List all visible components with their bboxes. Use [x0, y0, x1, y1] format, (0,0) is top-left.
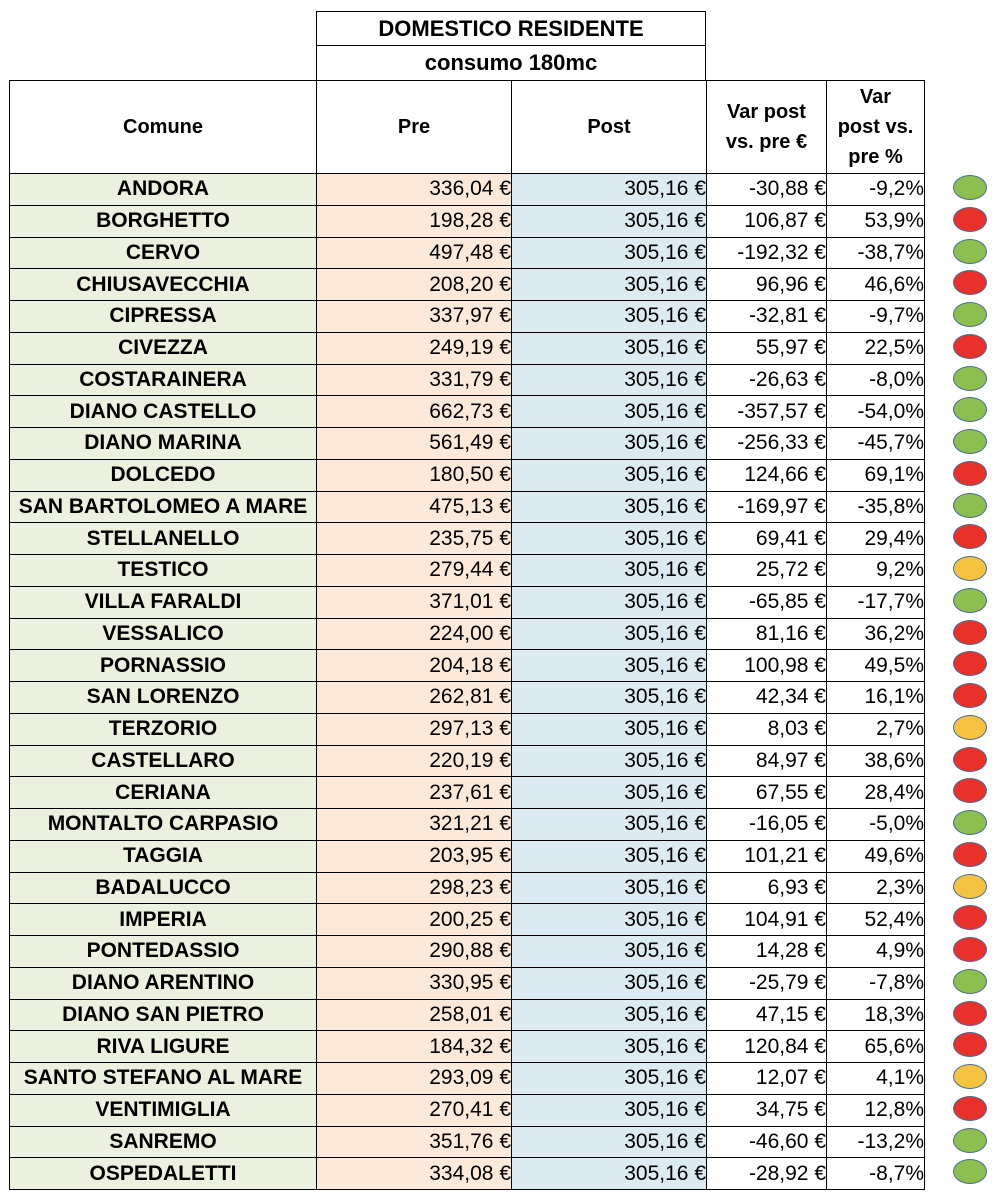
table-row — [10, 650, 925, 682]
status-dot-yellow — [953, 715, 987, 740]
cell-var-eur: 120,84 € — [707, 1031, 827, 1063]
cell-var-eur: -256,33 € — [707, 428, 827, 460]
status-dot-green — [953, 588, 987, 613]
cell-var-pct: 9,2% — [827, 555, 925, 587]
cell-comune: BADALUCCO — [10, 872, 317, 904]
cell-var-pct: 38,6% — [827, 745, 925, 777]
cell-var-eur: 8,03 € — [707, 713, 827, 745]
cell-pre: 224,00 € — [317, 618, 512, 650]
cell-pre: 297,13 € — [317, 713, 512, 745]
cell-post: 305,16 € — [512, 237, 707, 269]
cell-var-pct: 28,4% — [827, 777, 925, 809]
cell-var-eur: -357,57 € — [707, 396, 827, 428]
cell-var-eur: -28,92 € — [707, 1158, 827, 1190]
cell-var-eur: -169,97 € — [707, 491, 827, 523]
status-dot-red — [953, 270, 987, 295]
cell-var-eur: 106,87 € — [707, 205, 827, 237]
cell-post: 305,16 € — [512, 713, 707, 745]
cell-pre: 561,49 € — [317, 428, 512, 460]
cell-var-eur: 14,28 € — [707, 936, 827, 968]
cell-comune: PORNASSIO — [10, 650, 317, 682]
col-header-var-eur — [707, 81, 827, 174]
cell-comune: CERVO — [10, 237, 317, 269]
cell-post: 305,16 € — [512, 967, 707, 999]
col-header-var-eur-line1: Var post — [727, 101, 806, 123]
col-header-var-pct — [827, 81, 925, 174]
cell-post: 305,16 € — [512, 872, 707, 904]
cell-post: 305,16 € — [512, 586, 707, 618]
cell-post: 305,16 € — [512, 269, 707, 301]
cell-comune: VESSALICO — [10, 618, 317, 650]
cell-pre: 258,01 € — [317, 999, 512, 1031]
col-header-pre: Pre — [317, 81, 512, 174]
status-dot-red — [953, 334, 987, 359]
cell-var-pct: 2,7% — [827, 713, 925, 745]
table-row — [10, 999, 925, 1031]
cell-comune: TAGGIA — [10, 840, 317, 872]
table-row — [10, 205, 925, 237]
status-dot-green — [953, 493, 987, 518]
status-dot-green — [953, 239, 987, 264]
cell-var-pct: 22,5% — [827, 332, 925, 364]
table-row — [10, 904, 925, 936]
cell-pre: 235,75 € — [317, 523, 512, 555]
cell-post: 305,16 € — [512, 650, 707, 682]
cell-var-eur: 124,66 € — [707, 459, 827, 491]
cell-var-eur: -25,79 € — [707, 967, 827, 999]
cell-comune: SANREMO — [10, 1126, 317, 1158]
status-dot-yellow — [953, 874, 987, 899]
cell-var-eur: 25,72 € — [707, 555, 827, 587]
cell-post: 305,16 € — [512, 1063, 707, 1095]
cell-comune: VILLA FARALDI — [10, 586, 317, 618]
cell-comune: IMPERIA — [10, 904, 317, 936]
table-row — [10, 174, 925, 206]
cell-pre: 262,81 € — [317, 682, 512, 714]
cell-var-pct: 53,9% — [827, 205, 925, 237]
table-row — [10, 396, 925, 428]
cell-var-pct: 4,9% — [827, 936, 925, 968]
cell-post: 305,16 € — [512, 1031, 707, 1063]
cell-var-eur: -65,85 € — [707, 586, 827, 618]
cell-pre: 290,88 € — [317, 936, 512, 968]
cell-var-pct: 52,4% — [827, 904, 925, 936]
cell-comune: OSPEDALETTI — [10, 1158, 317, 1190]
status-dot-green — [953, 1159, 987, 1184]
table-row — [10, 936, 925, 968]
cell-var-eur: 42,34 € — [707, 682, 827, 714]
cell-pre: 279,44 € — [317, 555, 512, 587]
cell-comune: TESTICO — [10, 555, 317, 587]
cell-comune: ANDORA — [10, 174, 317, 206]
cell-post: 305,16 € — [512, 459, 707, 491]
cell-post: 305,16 € — [512, 205, 707, 237]
cell-comune: DOLCEDO — [10, 459, 317, 491]
cell-var-pct: -9,2% — [827, 174, 925, 206]
table-subtitle: consumo 180mc — [316, 45, 706, 81]
status-dot-red — [953, 1001, 987, 1026]
cell-post: 305,16 € — [512, 1126, 707, 1158]
cell-comune: STELLANELLO — [10, 523, 317, 555]
cell-comune: SAN LORENZO — [10, 682, 317, 714]
cell-pre: 330,95 € — [317, 967, 512, 999]
cell-var-eur: 55,97 € — [707, 332, 827, 364]
table-row — [10, 1031, 925, 1063]
cell-var-pct: 65,6% — [827, 1031, 925, 1063]
cell-pre: 180,50 € — [317, 459, 512, 491]
table-row — [10, 618, 925, 650]
cell-var-eur: 81,16 € — [707, 618, 827, 650]
cell-var-pct: -45,7% — [827, 428, 925, 460]
table-row — [10, 332, 925, 364]
cell-pre: 184,32 € — [317, 1031, 512, 1063]
status-dot-green — [953, 429, 987, 454]
cell-var-pct: 49,5% — [827, 650, 925, 682]
cell-pre: 293,09 € — [317, 1063, 512, 1095]
table-row — [10, 523, 925, 555]
cell-pre: 331,79 € — [317, 364, 512, 396]
cell-var-pct: -38,7% — [827, 237, 925, 269]
cell-comune: CERIANA — [10, 777, 317, 809]
cell-pre: 475,13 € — [317, 491, 512, 523]
cell-post: 305,16 € — [512, 396, 707, 428]
table-row — [10, 1158, 925, 1190]
cell-pre: 270,41 € — [317, 1094, 512, 1126]
cell-comune: CIVEZZA — [10, 332, 317, 364]
col-header-post: Post — [512, 81, 707, 174]
status-dot-green — [953, 1128, 987, 1153]
table-row — [10, 713, 925, 745]
cell-post: 305,16 € — [512, 332, 707, 364]
cell-pre: 351,76 € — [317, 1126, 512, 1158]
cell-var-eur: -32,81 € — [707, 301, 827, 333]
cell-post: 305,16 € — [512, 1158, 707, 1190]
status-dot-red — [953, 747, 987, 772]
cell-pre: 334,08 € — [317, 1158, 512, 1190]
cell-comune: DIANO MARINA — [10, 428, 317, 460]
table-row — [10, 872, 925, 904]
table-row — [10, 840, 925, 872]
cell-var-eur: 47,15 € — [707, 999, 827, 1031]
cell-post: 305,16 € — [512, 936, 707, 968]
cell-var-pct: 12,8% — [827, 1094, 925, 1126]
cell-var-eur: 104,91 € — [707, 904, 827, 936]
status-dot-yellow — [953, 556, 987, 581]
table-row — [10, 586, 925, 618]
cell-comune: CASTELLARO — [10, 745, 317, 777]
cell-pre: 298,23 € — [317, 872, 512, 904]
table-row — [10, 777, 925, 809]
table-row — [10, 1126, 925, 1158]
cell-post: 305,16 € — [512, 618, 707, 650]
cell-var-eur: 100,98 € — [707, 650, 827, 682]
status-dot-green — [953, 366, 987, 391]
cell-comune: COSTARAINERA — [10, 364, 317, 396]
cell-var-eur: -192,32 € — [707, 237, 827, 269]
cell-comune: RIVA LIGURE — [10, 1031, 317, 1063]
cell-var-pct: 29,4% — [827, 523, 925, 555]
cell-pre: 220,19 € — [317, 745, 512, 777]
cell-pre: 237,61 € — [317, 777, 512, 809]
cell-var-eur: 12,07 € — [707, 1063, 827, 1095]
cell-comune: CIPRESSA — [10, 301, 317, 333]
cell-comune: SANTO STEFANO AL MARE — [10, 1063, 317, 1095]
header-row — [10, 81, 925, 174]
status-dot-yellow — [953, 1064, 987, 1089]
table-row — [10, 428, 925, 460]
cell-var-pct: 46,6% — [827, 269, 925, 301]
cell-var-pct: 2,3% — [827, 872, 925, 904]
cell-comune: SAN BARTOLOMEO A MARE — [10, 491, 317, 523]
table-row — [10, 555, 925, 587]
cell-var-pct: -13,2% — [827, 1126, 925, 1158]
cell-post: 305,16 € — [512, 1094, 707, 1126]
cell-var-pct: -54,0% — [827, 396, 925, 428]
cell-var-pct: -8,7% — [827, 1158, 925, 1190]
table-row — [10, 301, 925, 333]
cell-pre: 371,01 € — [317, 586, 512, 618]
col-header-var-eur-line2: vs. pre € — [725, 131, 808, 153]
cell-post: 305,16 € — [512, 523, 707, 555]
cell-pre: 249,19 € — [317, 332, 512, 364]
status-dot-red — [953, 461, 987, 486]
status-dot-red — [953, 905, 987, 930]
status-dot-red — [953, 651, 987, 676]
cell-post: 305,16 € — [512, 809, 707, 841]
status-dot-red — [953, 842, 987, 867]
cell-var-pct: 18,3% — [827, 999, 925, 1031]
cell-var-eur: 67,55 € — [707, 777, 827, 809]
table-row — [10, 745, 925, 777]
cell-post: 305,16 € — [512, 745, 707, 777]
cell-var-eur: 101,21 € — [707, 840, 827, 872]
status-dot-red — [953, 524, 987, 549]
cell-pre: 198,28 € — [317, 205, 512, 237]
cell-var-pct: 69,1% — [827, 459, 925, 491]
col-header-var-pct-line1: Var — [859, 86, 892, 108]
cell-comune: BORGHETTO — [10, 205, 317, 237]
cell-comune: MONTALTO CARPASIO — [10, 809, 317, 841]
cell-comune: PONTEDASSIO — [10, 936, 317, 968]
cell-var-pct: 4,1% — [827, 1063, 925, 1095]
cell-post: 305,16 € — [512, 428, 707, 460]
status-dot-green — [953, 175, 987, 200]
cell-post: 305,16 € — [512, 491, 707, 523]
status-dot-green — [953, 397, 987, 422]
cell-var-eur: -26,63 € — [707, 364, 827, 396]
cell-pre: 497,48 € — [317, 237, 512, 269]
cell-var-eur: -46,60 € — [707, 1126, 827, 1158]
cell-post: 305,16 € — [512, 999, 707, 1031]
table-title: DOMESTICO RESIDENTE — [316, 11, 706, 46]
table-row — [10, 1063, 925, 1095]
cell-pre: 208,20 € — [317, 269, 512, 301]
cell-post: 305,16 € — [512, 555, 707, 587]
cell-var-pct: 16,1% — [827, 682, 925, 714]
table-row — [10, 682, 925, 714]
cell-var-pct: 36,2% — [827, 618, 925, 650]
tariff-table — [9, 80, 925, 1190]
cell-var-pct: -17,7% — [827, 586, 925, 618]
cell-var-pct: -35,8% — [827, 491, 925, 523]
cell-pre: 337,97 € — [317, 301, 512, 333]
cell-var-eur: 6,93 € — [707, 872, 827, 904]
table-row — [10, 459, 925, 491]
cell-var-eur: 34,75 € — [707, 1094, 827, 1126]
cell-comune: CHIUSAVECCHIA — [10, 269, 317, 301]
table-row — [10, 269, 925, 301]
cell-pre: 662,73 € — [317, 396, 512, 428]
cell-pre: 336,04 € — [317, 174, 512, 206]
status-dot-red — [953, 1096, 987, 1121]
status-dot-red — [953, 937, 987, 962]
cell-comune: DIANO SAN PIETRO — [10, 999, 317, 1031]
status-dot-red — [953, 207, 987, 232]
table-row — [10, 364, 925, 396]
cell-post: 305,16 € — [512, 174, 707, 206]
status-dot-green — [953, 969, 987, 994]
cell-var-eur: 96,96 € — [707, 269, 827, 301]
col-header-comune: Comune — [10, 81, 317, 174]
cell-var-pct: -9,7% — [827, 301, 925, 333]
cell-post: 305,16 € — [512, 840, 707, 872]
table-row — [10, 1094, 925, 1126]
table-row — [10, 491, 925, 523]
cell-pre: 200,25 € — [317, 904, 512, 936]
status-dot-red — [953, 778, 987, 803]
cell-pre: 321,21 € — [317, 809, 512, 841]
cell-var-eur: 69,41 € — [707, 523, 827, 555]
cell-post: 305,16 € — [512, 364, 707, 396]
cell-var-eur: -16,05 € — [707, 809, 827, 841]
cell-comune: DIANO CASTELLO — [10, 396, 317, 428]
col-header-var-pct-line3: pre % — [848, 146, 903, 168]
cell-var-pct: -7,8% — [827, 967, 925, 999]
cell-post: 305,16 € — [512, 301, 707, 333]
cell-post: 305,16 € — [512, 904, 707, 936]
cell-pre: 203,95 € — [317, 840, 512, 872]
table-row — [10, 237, 925, 269]
cell-post: 305,16 € — [512, 777, 707, 809]
status-dot-red — [953, 1032, 987, 1057]
status-dot-green — [953, 810, 987, 835]
cell-var-eur: 84,97 € — [707, 745, 827, 777]
cell-comune: TERZORIO — [10, 713, 317, 745]
col-header-var-pct-line2: post vs. — [837, 116, 914, 138]
cell-comune: VENTIMIGLIA — [10, 1094, 317, 1126]
status-dot-green — [953, 302, 987, 327]
table-row — [10, 967, 925, 999]
cell-var-pct: -8,0% — [827, 364, 925, 396]
status-dot-red — [953, 620, 987, 645]
cell-var-eur: -30,88 € — [707, 174, 827, 206]
cell-pre: 204,18 € — [317, 650, 512, 682]
table-row — [10, 809, 925, 841]
status-dot-red — [953, 683, 987, 708]
cell-var-pct: 49,6% — [827, 840, 925, 872]
cell-comune: DIANO ARENTINO — [10, 967, 317, 999]
cell-post: 305,16 € — [512, 682, 707, 714]
cell-var-pct: -5,0% — [827, 809, 925, 841]
